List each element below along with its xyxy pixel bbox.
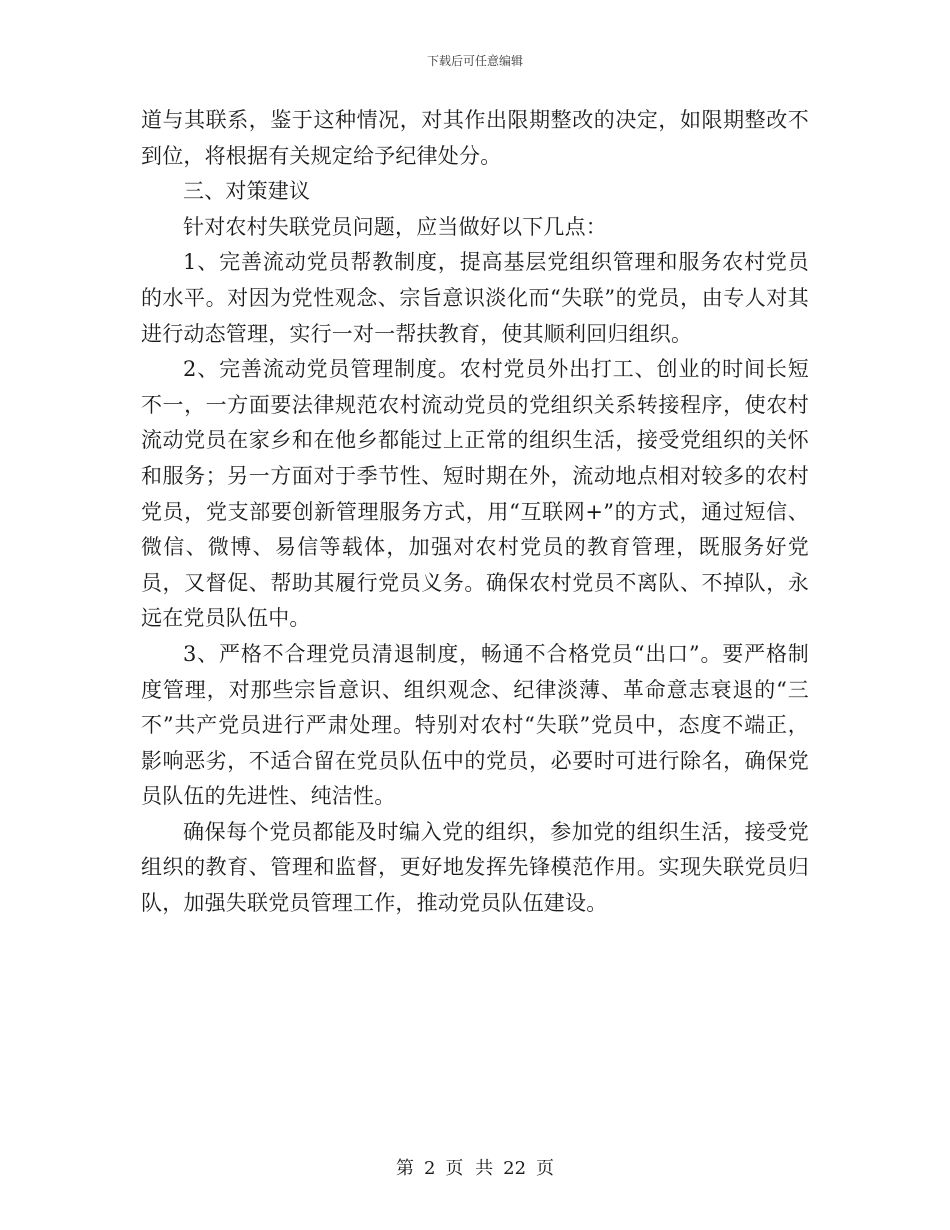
footer-page-number: 2 [423, 1158, 436, 1179]
paragraph-item-3: 3、严格不合理党员清退制度，畅通不合格党员“出口”。要严格制度管理，对那些宗旨意识、组织观念、纪律淡薄、革命意志衰退的“三不”共产党员进行严肃处理。特别对农村“失联”党员中，态度不端正，影响恶劣，不适合留在党员队伍中的党员，必要时可进行除名，确保党员队伍的先进性、纯洁性。 [141, 641, 809, 809]
document-body [141, 103, 809, 922]
paragraph-item-2: 2、完善流动党员管理制度。农村党员外出打工、创业的时间长短不一，一方面要法律规范农村流动党员的党组织关系转接程序，使农村流动党员在家乡和在他乡都能过上正常的组织生活，接受党组织的关怀和服务；另一方面对于季节性、短时期在外，流动地点相对较多的农村党员，党支部要创新管理服务方式，用“互联网+”的方式，通过短信、微信、微博、易信等载体，加强对农村党员的教育管理，既服务好党员，又督促、帮助其履行党员义务。确保农村党员不离队、不掉队，永远在党员队伍中。 [141, 357, 809, 631]
paragraph-intro: 针对农村失联党员问题，应当做好以下几点： [183, 214, 607, 239]
footer-suffix: 页 [536, 1158, 555, 1179]
footer-middle: 页 共 [445, 1158, 494, 1179]
footer-prefix: 第 [395, 1158, 414, 1179]
paragraph-continuation: 道与其联系，鉴于这种情况，对其作出限期整改的决定，如限期整改不到位，将根据有关规定给予纪律处分。 [141, 108, 809, 168]
paragraph-item-1: 1、完善流动党员帮教制度，提高基层党组织管理和服务农村党员的水平。对因为党性观念、宗旨意识淡化而“失联”的党员，由专人对其进行动态管理，实行一对一帮扶教育，使其顺利回归组织。 [141, 250, 809, 346]
page-footer [0, 1154, 950, 1180]
footer-total-pages: 22 [503, 1158, 527, 1179]
page-header: 下载后可任意编辑 [426, 54, 523, 68]
section-heading: 三、对策建议 [183, 179, 311, 204]
paragraph-conclusion: 确保每个党员都能及时编入党的组织，参加党的组织生活，接受党组织的教育、管理和监督，更好地发挥先锋模范作用。实现失联党员归队，加强失联党员管理工作，推动党员队伍建设。 [141, 819, 809, 916]
